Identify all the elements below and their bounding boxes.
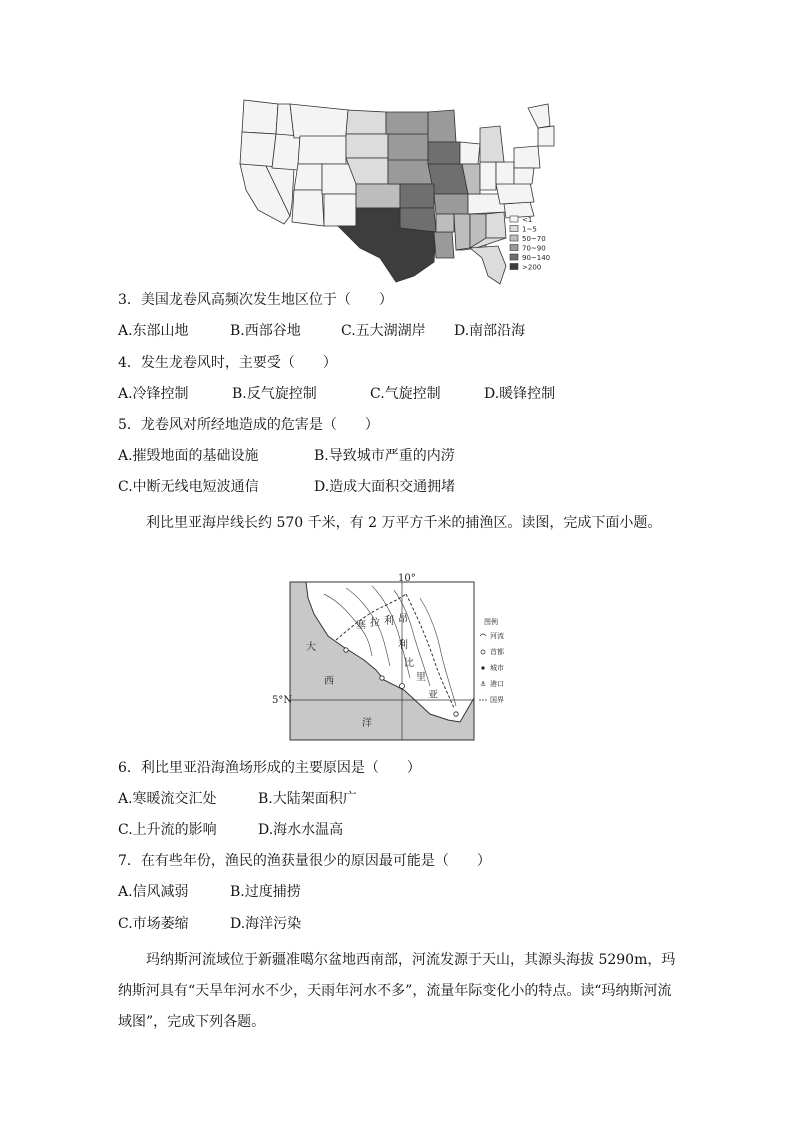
q4-option-a: A.冷锋控制 xyxy=(118,386,189,402)
label-bi: 比 xyxy=(404,658,414,669)
city-legend-icon xyxy=(481,666,484,669)
question-7-stem: 7．在有些年份，渔民的渔获量很少的原因最可能是（ ） xyxy=(118,853,491,869)
port-legend-icon: ⚓ xyxy=(480,680,487,688)
label-la: 拉 xyxy=(370,618,380,629)
q5-option-b: B.导致城市严重的内涝 xyxy=(314,448,455,464)
label-li3: 里 xyxy=(416,672,426,683)
legend-swatch xyxy=(510,216,518,222)
q3-option-d: D.南部沿海 xyxy=(454,323,526,339)
legend-port: 港口 xyxy=(490,680,504,688)
legend-swatch xyxy=(510,226,518,232)
intro-manas xyxy=(118,945,684,1038)
legend-swatch xyxy=(510,254,518,260)
q4-option-c: C.气旋控制 xyxy=(370,386,441,402)
q7-option-a: A.信风减弱 xyxy=(118,884,189,900)
label-ang: 昂 xyxy=(398,614,408,625)
legend-label: 1~5 xyxy=(522,225,537,234)
legend-title: 图例 xyxy=(484,618,498,626)
q5-option-a: A.摧毁地面的基础设施 xyxy=(118,448,259,464)
q3-option-c: C.五大湖湖岸 xyxy=(341,323,426,339)
q6-option-a: A.寒暖流交汇处 xyxy=(118,791,217,807)
q6-option-d: D.海水水温高 xyxy=(258,822,344,838)
label-yang: 洋 xyxy=(362,718,372,729)
legend-capital: 首都 xyxy=(490,648,504,656)
legend-border: 国界 xyxy=(490,696,504,704)
label-da: 大 xyxy=(306,642,316,653)
legend-swatch xyxy=(510,264,518,270)
us-tornado-map xyxy=(238,98,556,284)
lat-label: 5°N xyxy=(272,695,293,706)
legend-swatch xyxy=(510,245,518,251)
q6-option-c: C.上升流的影响 xyxy=(118,822,217,838)
q5-option-d: D.造成大面积交通拥堵 xyxy=(314,479,456,495)
legend-label: <1 xyxy=(522,216,533,224)
question-6-stem: 6．利比里亚沿海渔场形成的主要原因是（ ） xyxy=(118,760,421,776)
intro-liberia xyxy=(118,508,684,539)
q7-option-b: B.过度捕捞 xyxy=(230,884,301,900)
legend-city: 城市 xyxy=(490,664,504,672)
lon-label: 10° xyxy=(398,573,416,584)
q4-option-d: D.暖锋控制 xyxy=(484,386,556,402)
river-legend-icon xyxy=(480,634,486,636)
legend-label: >200 xyxy=(522,263,542,272)
q7-option-d: D.海洋污染 xyxy=(230,916,302,932)
liberia-map-graphic xyxy=(272,573,530,744)
label-li: 利 xyxy=(384,616,394,627)
label-li2: 利 xyxy=(398,640,408,651)
q3-option-a: A.东部山地 xyxy=(118,323,189,339)
label-xi: 西 xyxy=(324,676,334,687)
question-3-stem: 3．美国龙卷风高频次发生地区位于（ ） xyxy=(118,292,393,308)
legend-label: 50~70 xyxy=(522,235,546,243)
question-4-stem: 4．发生龙卷风时，主要受（ ） xyxy=(118,355,337,371)
legend-label: 70~90 xyxy=(522,244,546,253)
q7-option-c: C.市场萎缩 xyxy=(118,916,189,932)
liberia-legend xyxy=(479,617,504,704)
q5-option-c: C.中断无线电短波通信 xyxy=(118,479,259,495)
question-5-stem: 5．龙卷风对所经地造成的危害是（ ） xyxy=(118,417,379,433)
legend-label: 90~140 xyxy=(522,254,551,262)
label-sai: 塞 xyxy=(356,620,366,631)
intro-manas-text: 玛纳斯河流域位于新疆准噶尔盆地西南部，河流发源于天山，其源头海拔 5290m，玛纳斯河具有“天旱年河水不少，天雨年河水不多”，流量年际变化小的特点。读“玛纳斯河流域图”，完成下列各题。 xyxy=(118,952,676,1030)
us-map-graphic xyxy=(238,98,556,284)
label-ya: 亚 xyxy=(428,690,438,701)
legend-swatch xyxy=(510,235,518,241)
liberia-map xyxy=(272,573,530,744)
capital-legend-icon xyxy=(481,650,485,654)
q3-option-b: B.西部谷地 xyxy=(230,323,301,339)
q6-option-b: B.大陆架面积广 xyxy=(258,791,357,807)
legend-river: 河流 xyxy=(490,632,504,640)
q4-option-b: B.反气旋控制 xyxy=(232,386,317,402)
intro-liberia-text: 利比里亚海岸线长约 570 千米，有 2 万平方千米的捕渔区。读图，完成下面小题。 xyxy=(146,515,662,531)
